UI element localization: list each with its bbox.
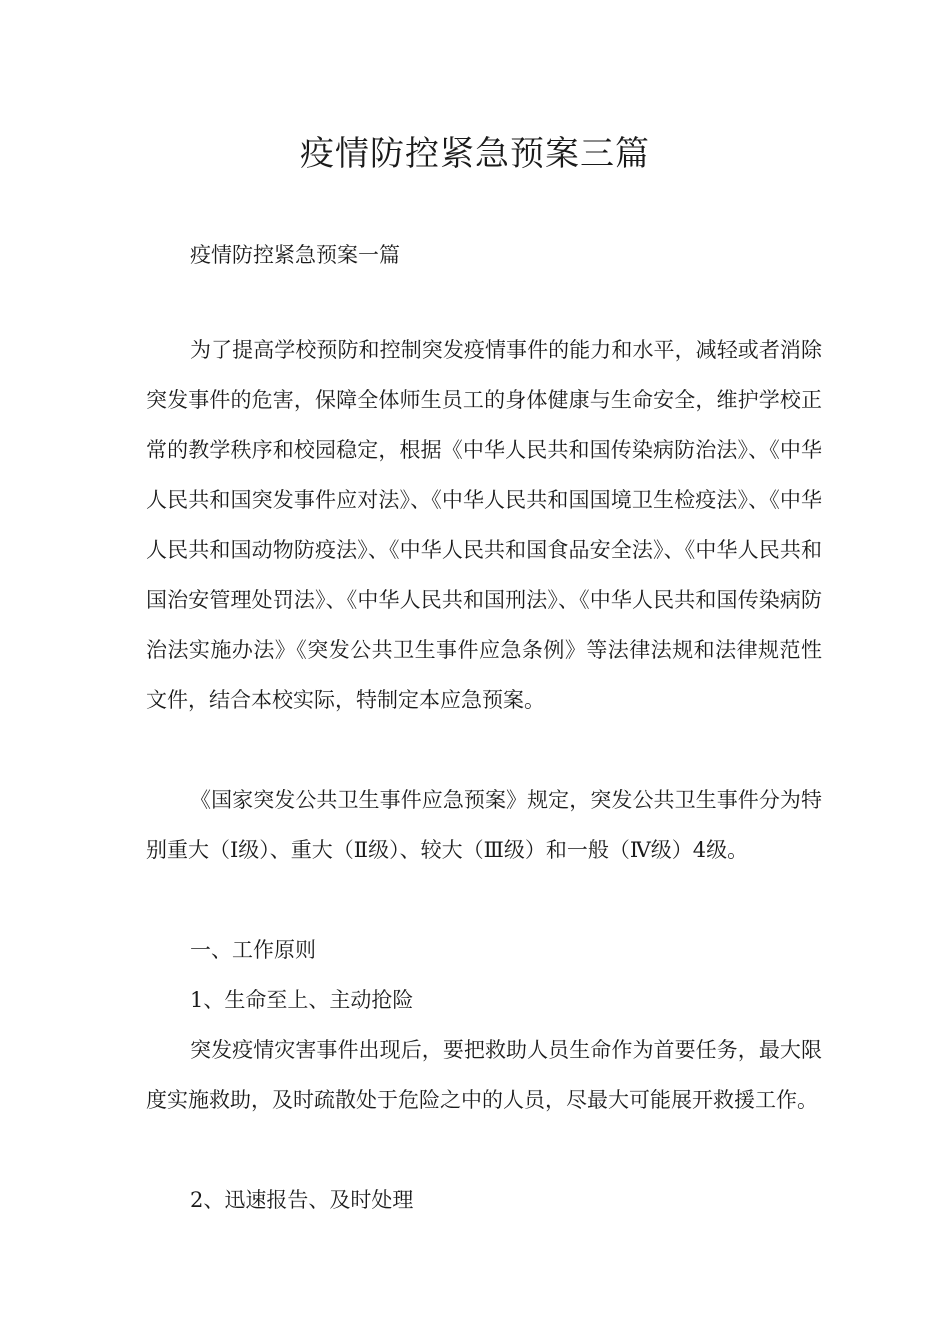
- paragraph-intro: 为了提高学校预防和控制突发疫情事件的能力和水平，减轻或者消除突发事件的危害，保障全体师生员工的身体健康与生命安全，维护学校正常的教学秩序和校园稳定，根据《中华人民共和国传染病防治法》、《中华人民共和国突发事件应对法》、《中华人民共和国国境卫生检疫法》、《中华人民共和国动物防疫法》、《中华人民共和国食品安全法》、《中华人民共和国治安管理处罚法》、《中华人民共和国刑法》、《中华人民共和国传染病防治法实施办法》《突发公共卫生事件应急条例》等法律法规和法律规范性文件，结合本校实际，特制定本应急预案。: [146, 338, 822, 712]
- heading-life-first: 1、生命至上、主动抢险: [190, 988, 414, 1012]
- heading-quick-report: 2、迅速报告、及时处理: [190, 1188, 414, 1212]
- section-subtitle: 疫情防控紧急预案一篇: [190, 243, 400, 267]
- paragraph-rescue: 突发疫情灾害事件出现后，要把救助人员生命作为首要任务，最大限度实施救助，及时疏散处于危险之中的人员，尽最大可能展开救援工作。: [146, 1038, 822, 1112]
- paragraph-levels: 《国家突发公共卫生事件应急预案》规定，突发公共卫生事件分为特别重大（Ⅰ级）、重大（Ⅱ级）、较大（Ⅲ级）和一般（Ⅳ级）4级。: [146, 788, 822, 862]
- heading-work-principles: 一、工作原则: [190, 938, 316, 962]
- document-title: 疫情防控紧急预案三篇: [300, 134, 650, 174]
